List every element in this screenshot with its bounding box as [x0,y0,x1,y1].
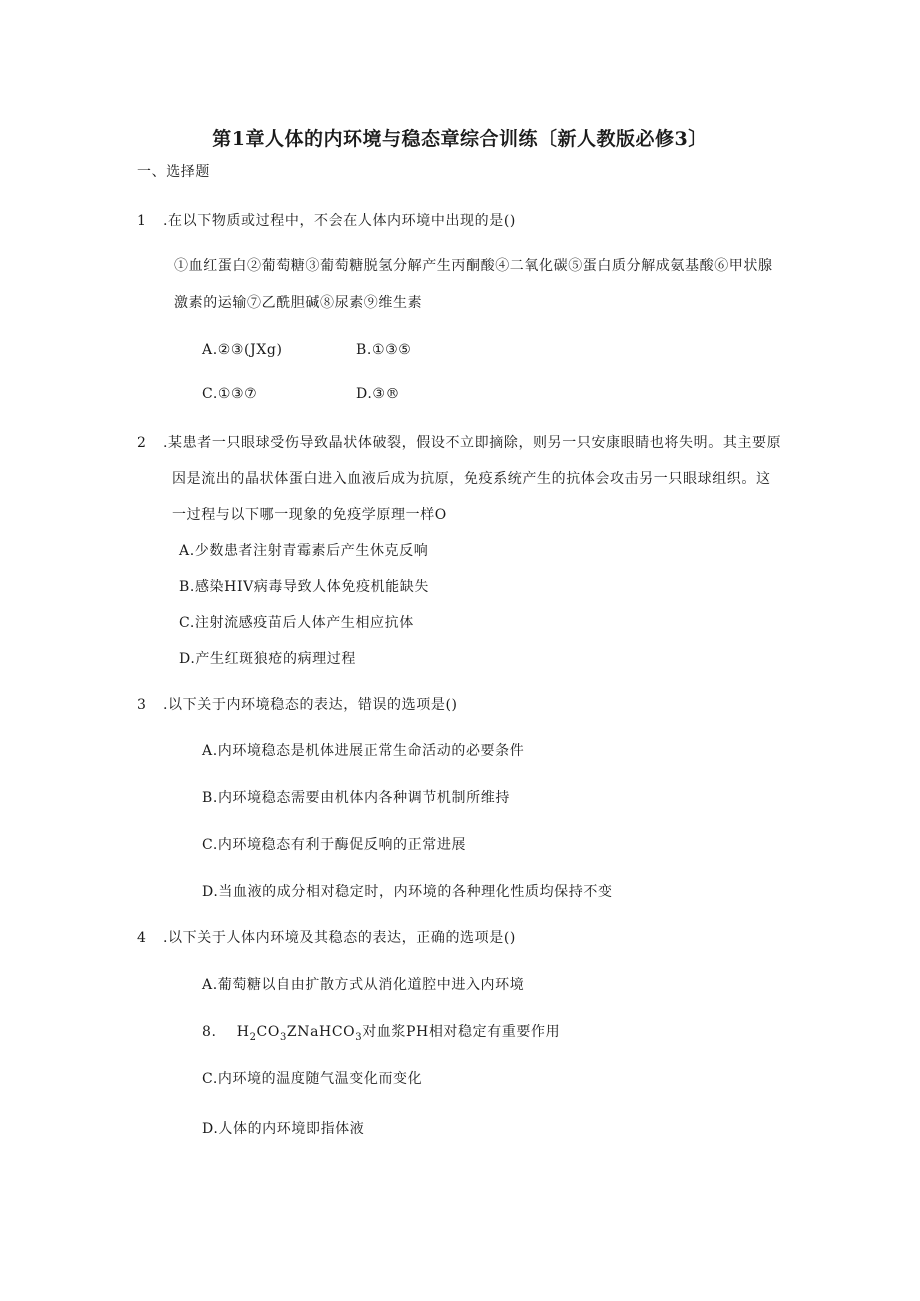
question-3-stem [137,695,458,715]
question-2-stem-line-3: 一过程与以下哪一现象的免疫学原理一样O [172,507,447,523]
question-1-option-d: D.③® [356,386,401,402]
question-3-option-d: D.当血液的成分相对稳定时，内环境的各种理化性质均保持不变 [202,884,613,900]
question-1-items-line-1: ①血红蛋白②葡萄糖③葡萄糖脱氢分解产生丙酮酸④二氧化碳⑤蛋白质分解成氨基酸⑥甲状腺 [174,258,773,274]
question-3-option-c: C.内环境稳态有利于酶促反响的正常进展 [202,837,467,853]
question-number: 2 [137,435,147,451]
question-text: .以下关于内环境稳态的表达，错误的选项是() [163,697,458,713]
section-heading: 一、选择题 [137,164,210,180]
option-text: 对血浆PH相对稳定有重要作用 [362,1024,561,1040]
question-4-option-b [202,1022,560,1042]
question-2-stem-line-2: 因是流出的晶状体蛋白进入血液后成为抗原，免疫系统产生的抗体会攻击另一只眼球组织。这 [172,471,771,487]
question-1-stem [137,211,516,231]
question-3-option-b: B.内环境稳态需要由机体内各种调节机制所维持 [202,790,510,806]
question-2-option-c: C.注射流感疫苗后人体产生相应抗体 [179,615,414,631]
question-number: 1 [137,213,147,229]
question-2-option-b: B.感染HIV病毒导致人体免疫机能缺失 [179,579,429,595]
question-number: 4 [137,930,147,946]
question-2-stem-line-1 [137,433,781,453]
formula-subscript: 2 [249,1031,257,1043]
question-1-items-line-2: 激素的运输⑦乙酰胆碱⑧尿素⑨维生素 [174,295,423,311]
question-4-option-d: D.人体的内环境即指体液 [202,1121,365,1137]
formula-co: CO [256,1024,280,1040]
formula-nahco: ZNaHCO [286,1024,356,1040]
formula-subscript: 3 [279,1031,287,1043]
question-text: .某患者一只眼球受伤导致晶状体破裂，假设不立即摘除，则另一只安康眼睛也将失明。其主要原 [163,435,782,451]
question-1-option-a: A.②③(JXg) [202,342,283,358]
question-1-option-c: C.①③⑦ [202,386,258,402]
question-4-stem [137,928,516,948]
question-2-option-a: A.少数患者注射青霉素后产生休克反响 [179,543,429,559]
question-4-option-c: C.内环境的温度随气温变化而变化 [202,1071,423,1087]
question-2-option-d: D.产生红斑狼疮的病理过程 [179,651,356,667]
question-text: .在以下物质或过程中，不会在人体内环境中出现的是() [163,213,516,229]
question-3-option-a: A.内环境稳态是机体进展正常生命活动的必要条件 [202,743,525,759]
formula-h: H [236,1024,250,1040]
page-title: 第1章人体的内环境与稳态章综合训练〔新人教版必修3〕 [212,128,708,150]
question-1-option-b: B.①③⑤ [356,342,412,358]
question-text: .以下关于人体内环境及其稳态的表达，正确的选项是() [163,930,516,946]
question-4-option-a: A.葡萄糖以自由扩散方式从消化道腔中进入内环境 [202,977,525,993]
formula-subscript: 3 [355,1031,363,1043]
option-number: 8. [202,1024,217,1040]
question-number: 3 [137,697,147,713]
